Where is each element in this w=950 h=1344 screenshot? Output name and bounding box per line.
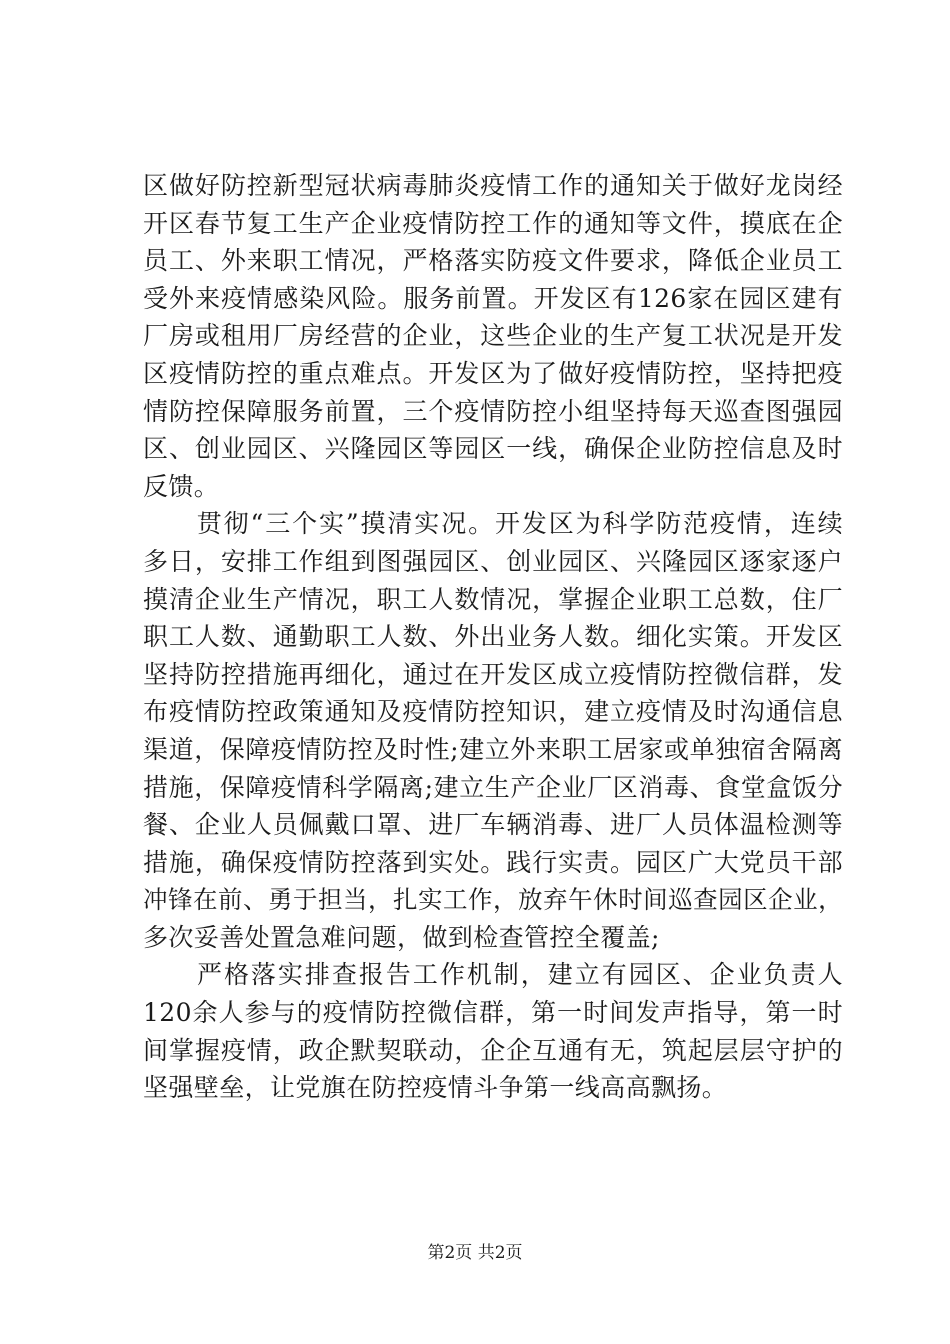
- body-text: [143, 167, 843, 1107]
- text-line: 渠道，保障疫情防控及时性;建立外来职工居家或单独宿舍隔离: [143, 734, 843, 764]
- page-number-footer: 第2页 共2页: [427, 1243, 523, 1263]
- text-line: 措施，保障疫情科学隔离;建立生产企业厂区消毒、食堂盒饭分: [143, 772, 843, 802]
- text-line: 开区春节复工生产企业疫情防控工作的通知等文件，摸底在企: [143, 208, 843, 238]
- text-line: 贯彻“三个实”摸清实况。开发区为科学防范疫情，连续: [143, 509, 843, 539]
- text-line: 措施，确保疫情防控落到实处。践行实责。园区广大党员干部: [143, 847, 843, 877]
- text-line: 员工、外来职工情况，严格落实防疫文件要求，降低企业员工: [143, 246, 843, 276]
- text-line: 受外来疫情感染风险。服务前置。开发区有126家在园区建有: [143, 283, 843, 313]
- text-line: 多日，安排工作组到图强园区、创业园区、兴隆园区逐家逐户: [143, 546, 843, 576]
- text-line: 厂房或租用厂房经营的企业，这些企业的生产复工状况是开发: [143, 321, 843, 351]
- text-line: 120余人参与的疫情防控微信群，第一时间发声指导，第一时: [143, 998, 843, 1028]
- text-line: 坚持防控措施再细化，通过在开发区成立疫情防控微信群，发: [143, 659, 843, 689]
- text-line: 区、创业园区、兴隆园区等园区一线，确保企业防控信息及时: [143, 434, 843, 464]
- text-line: 反馈。: [143, 471, 220, 501]
- text-line: 严格落实排查报告工作机制，建立有园区、企业负责人: [143, 960, 843, 990]
- text-line: 区疫情防控的重点难点。开发区为了做好疫情防控，坚持把疫: [143, 358, 843, 388]
- text-line: 餐、企业人员佩戴口罩、进厂车辆消毒、进厂人员体温检测等: [143, 810, 843, 840]
- text-line: 职工人数、通勤职工人数、外出业务人数。细化实策。开发区: [143, 622, 843, 652]
- text-line: 间掌握疫情，政企默契联动，企企互通有无，筑起层层守护的: [143, 1035, 843, 1065]
- text-line: 坚强壁垒，让党旗在防控疫情斗争第一线高高飘扬。: [143, 1073, 728, 1103]
- text-line: 区做好防控新型冠状病毒肺炎疫情工作的通知关于做好龙岗经: [143, 171, 843, 200]
- text-line: 情防控保障服务前置，三个疫情防控小组坚持每天巡查图强园: [143, 396, 843, 426]
- text-line: 摸清企业生产情况，职工人数情况，掌握企业职工总数，住厂: [143, 584, 843, 614]
- text-line: 布疫情防控政策通知及疫情防控知识，建立疫情及时沟通信息: [143, 697, 843, 727]
- text-line: 多次妥善处置急难问题，做到检查管控全覆盖;: [143, 922, 660, 952]
- text-line: 冲锋在前、勇于担当，扎实工作，放弃午休时间巡查园区企业，: [143, 885, 843, 915]
